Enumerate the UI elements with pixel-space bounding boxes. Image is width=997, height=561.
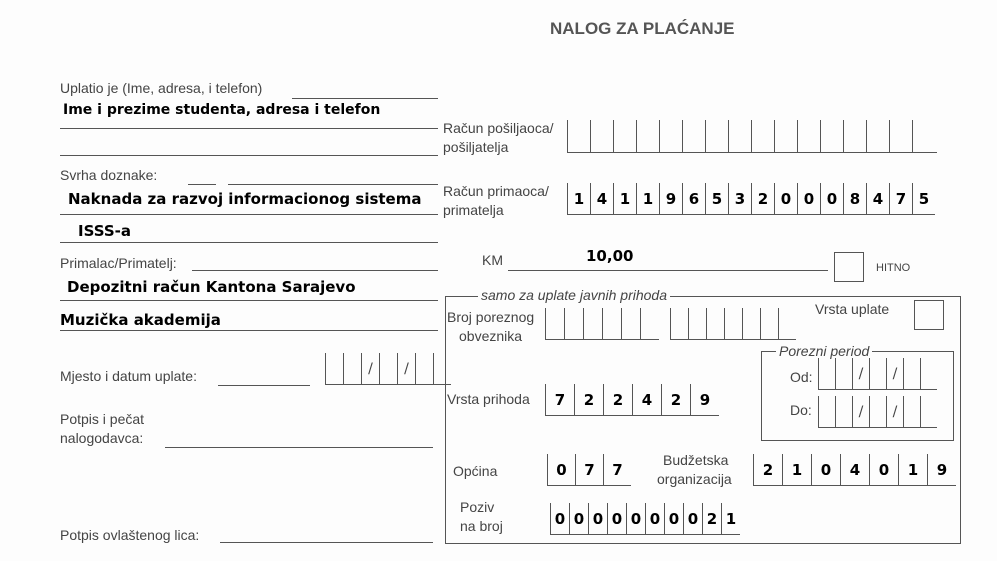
digit-cell[interactable]: 1 (636, 183, 659, 215)
digit-cell[interactable] (564, 308, 583, 340)
digit-cell[interactable]: 0 (547, 454, 575, 486)
digit-cell[interactable] (590, 120, 613, 153)
date-slash-2: / (404, 361, 409, 377)
primalac-line-3 (60, 330, 438, 331)
broj-poreznog-cells-2[interactable] (670, 308, 796, 340)
digit-cell[interactable] (688, 308, 706, 340)
svrha-value-2[interactable]: ISSS-a (78, 222, 131, 240)
digit-cell[interactable] (613, 120, 636, 153)
digit-cell[interactable] (852, 358, 869, 390)
mjesto-line[interactable] (218, 385, 310, 386)
poziv-cells[interactable] (550, 503, 740, 535)
vrsta-prihoda-cells[interactable] (545, 384, 719, 416)
public-section-label: samo za uplate javnih prihoda (478, 287, 670, 304)
uplatio-line-2 (60, 128, 438, 129)
digit-cell[interactable] (903, 358, 920, 390)
digit-cell[interactable] (820, 120, 843, 153)
budzetska-label-1: Budžetska (663, 452, 729, 468)
digit-cell[interactable]: 1 (782, 454, 811, 486)
digit-cell[interactable]: 0 (645, 503, 664, 535)
digit-cell[interactable] (852, 396, 869, 428)
digit-cell[interactable] (682, 120, 705, 153)
digit-cell[interactable] (636, 120, 659, 153)
svrha-line-1 (188, 184, 216, 185)
digit-cell[interactable] (545, 308, 564, 340)
digit-cell[interactable] (728, 120, 751, 153)
digit-cell[interactable]: 0 (820, 183, 843, 215)
digit-cell[interactable]: 5 (705, 183, 728, 215)
digit-cell[interactable]: 2 (661, 384, 690, 416)
date-slash: / (858, 404, 864, 420)
primalac-value-1[interactable]: Depozitni račun Kantona Sarajevo (67, 278, 356, 296)
digit-cell[interactable]: 1 (567, 183, 590, 215)
digit-cell[interactable] (903, 396, 920, 428)
digit-cell[interactable]: 7 (545, 384, 574, 416)
km-value[interactable]: 10,00 (586, 247, 634, 265)
primalac-label: Primalac/Primatelj: (60, 255, 177, 271)
digit-cell[interactable]: 4 (590, 183, 613, 215)
date-slash: / (858, 366, 864, 382)
digit-cell[interactable]: 2 (702, 503, 721, 535)
digit-cell[interactable]: 0 (774, 183, 797, 215)
digit-cell[interactable] (659, 120, 682, 153)
digit-cell[interactable]: 1 (613, 183, 636, 215)
digit-cell[interactable] (670, 308, 688, 340)
mjesto-label: Mjesto i datum uplate: (60, 368, 197, 384)
uplatio-label: Uplatio je (Ime, adresa, i telefon) (60, 80, 263, 96)
digit-cell[interactable]: 9 (927, 454, 956, 486)
posiljaoca-label-1: Račun pošiljaoca/ (443, 120, 554, 136)
digit-cell[interactable]: 0 (550, 503, 569, 535)
digit-cell[interactable]: 5 (912, 183, 935, 215)
poziv-label-1: Poziv (460, 499, 495, 515)
potpis-label-2: nalogodavca: (60, 430, 144, 446)
date-slash: / (892, 366, 898, 382)
digit-cell[interactable] (705, 120, 728, 153)
svrha-line-3 (60, 242, 438, 243)
potpis-line[interactable] (165, 447, 433, 448)
digit-cell[interactable]: 2 (751, 183, 774, 215)
primalac-line-2 (60, 300, 438, 301)
form-title: NALOG ZA PLAĆANJE (550, 19, 735, 38)
poziv-label-2: na broj (460, 518, 503, 534)
uplatio-line-3 (60, 155, 438, 156)
svrha-line-1b (228, 184, 438, 185)
digit-cell[interactable] (706, 308, 724, 340)
digit-cell[interactable] (866, 120, 889, 153)
digit-cell[interactable] (886, 396, 903, 428)
km-line (508, 270, 828, 271)
digit-cell[interactable]: 2 (603, 384, 632, 416)
ovlastenog-label: Potpis ovlaštenog lica: (60, 527, 200, 543)
digit-cell[interactable]: 0 (683, 503, 702, 535)
digit-cell[interactable]: 2 (753, 454, 782, 486)
broj-poreznog-label-1: Broj poreznog (447, 309, 535, 325)
digit-cell[interactable]: 4 (632, 384, 661, 416)
broj-poreznog-label-2: obveznika (459, 328, 523, 344)
digit-cell[interactable] (760, 308, 778, 340)
posiljaoca-label-2: pošiljatelja (443, 139, 509, 155)
digit-cell[interactable]: 0 (588, 503, 607, 535)
digit-cell[interactable] (621, 308, 640, 340)
digit-cell[interactable] (818, 396, 835, 428)
digit-cell[interactable] (869, 358, 886, 390)
digit-cell[interactable]: 4 (840, 454, 869, 486)
digit-cell[interactable]: 2 (574, 384, 603, 416)
digit-cell[interactable] (774, 120, 797, 153)
uplatio-line-1 (292, 98, 438, 99)
svrha-label: Svrha doznake: (60, 167, 158, 183)
digit-cell[interactable]: 8 (843, 183, 866, 215)
digit-cell[interactable] (835, 358, 852, 390)
digit-cell[interactable] (751, 120, 774, 153)
opcina-cells[interactable] (547, 454, 631, 486)
digit-cell[interactable] (869, 396, 886, 428)
digit-cell[interactable] (583, 308, 602, 340)
budzetska-label-2: organizacija (657, 471, 732, 487)
opcina-label: Općina (453, 463, 498, 479)
digit-cell[interactable]: 0 (797, 183, 820, 215)
digit-cell[interactable] (889, 120, 912, 153)
digit-cell[interactable]: 0 (869, 454, 898, 486)
potpis-label-1: Potpis i pečat (60, 411, 145, 427)
digit-cell[interactable] (818, 358, 835, 390)
od-label: Od: (790, 369, 813, 385)
uplatio-value[interactable]: Ime i prezime studenta, adresa i telefon (63, 102, 381, 118)
primaoca-label-1: Račun primaoca/ (443, 183, 549, 199)
digit-cell[interactable] (724, 308, 742, 340)
svrha-value-1[interactable]: Naknada za razvoj informacionog sistema (68, 190, 422, 208)
digit-cell[interactable]: 6 (682, 183, 705, 215)
vrsta-uplate-box[interactable] (914, 300, 944, 330)
vrsta-uplate-label: Vrsta uplate (815, 301, 890, 317)
ovlastenog-line[interactable] (220, 542, 433, 543)
digit-cell[interactable] (778, 308, 796, 340)
digit-cell[interactable]: 7 (889, 183, 912, 215)
digit-cell[interactable]: 0 (811, 454, 840, 486)
digit-cell[interactable]: 0 (569, 503, 588, 535)
km-label: KM (482, 252, 503, 268)
digit-cell[interactable] (920, 358, 937, 390)
primalac-line-1 (192, 270, 438, 271)
digit-cell[interactable] (567, 120, 590, 153)
digit-cell[interactable]: 7 (603, 454, 631, 486)
digit-cell[interactable]: 7 (575, 454, 603, 486)
date-slash: / (892, 404, 898, 420)
od-cells[interactable] (818, 358, 937, 390)
digit-cell[interactable] (835, 396, 852, 428)
date-slash-1: / (368, 361, 373, 377)
vrsta-prihoda-label: Vrsta prihoda (447, 391, 530, 407)
primalac-value-2[interactable]: Muzička akademija (60, 311, 221, 329)
digit-cell[interactable]: 9 (659, 183, 682, 215)
digit-cell[interactable] (912, 120, 935, 153)
digit-cell[interactable] (602, 308, 621, 340)
digit-cell[interactable] (920, 396, 937, 428)
hitno-label: HITNO (876, 262, 911, 274)
do-cells[interactable] (818, 396, 937, 428)
digit-cell[interactable]: 1 (898, 454, 927, 486)
hitno-checkbox[interactable] (834, 252, 864, 282)
digit-cell[interactable] (886, 358, 903, 390)
digit-cell[interactable]: 0 (607, 503, 626, 535)
digit-cell[interactable]: 3 (728, 183, 751, 215)
digit-cell[interactable]: 9 (690, 384, 719, 416)
digit-cell[interactable] (742, 308, 760, 340)
date-cells[interactable] (325, 353, 451, 385)
digit-cell[interactable] (843, 120, 866, 153)
budzetska-cells[interactable] (753, 454, 956, 486)
svrha-line-2 (60, 214, 438, 215)
broj-poreznog-cells-1[interactable] (545, 308, 659, 340)
digit-cell[interactable]: 0 (664, 503, 683, 535)
digit-cell[interactable]: 1 (721, 503, 740, 535)
primaoca-label-2: primatelja (443, 202, 504, 218)
digit-cell[interactable] (640, 308, 659, 340)
posiljaoca-cells[interactable] (567, 120, 937, 153)
digit-cell[interactable]: 0 (626, 503, 645, 535)
digit-cell[interactable]: 4 (866, 183, 889, 215)
do-label: Do: (790, 402, 812, 418)
primaoca-cells[interactable] (567, 183, 935, 215)
porezni-period-label: Porezni period (776, 343, 872, 360)
digit-cell[interactable] (797, 120, 820, 153)
